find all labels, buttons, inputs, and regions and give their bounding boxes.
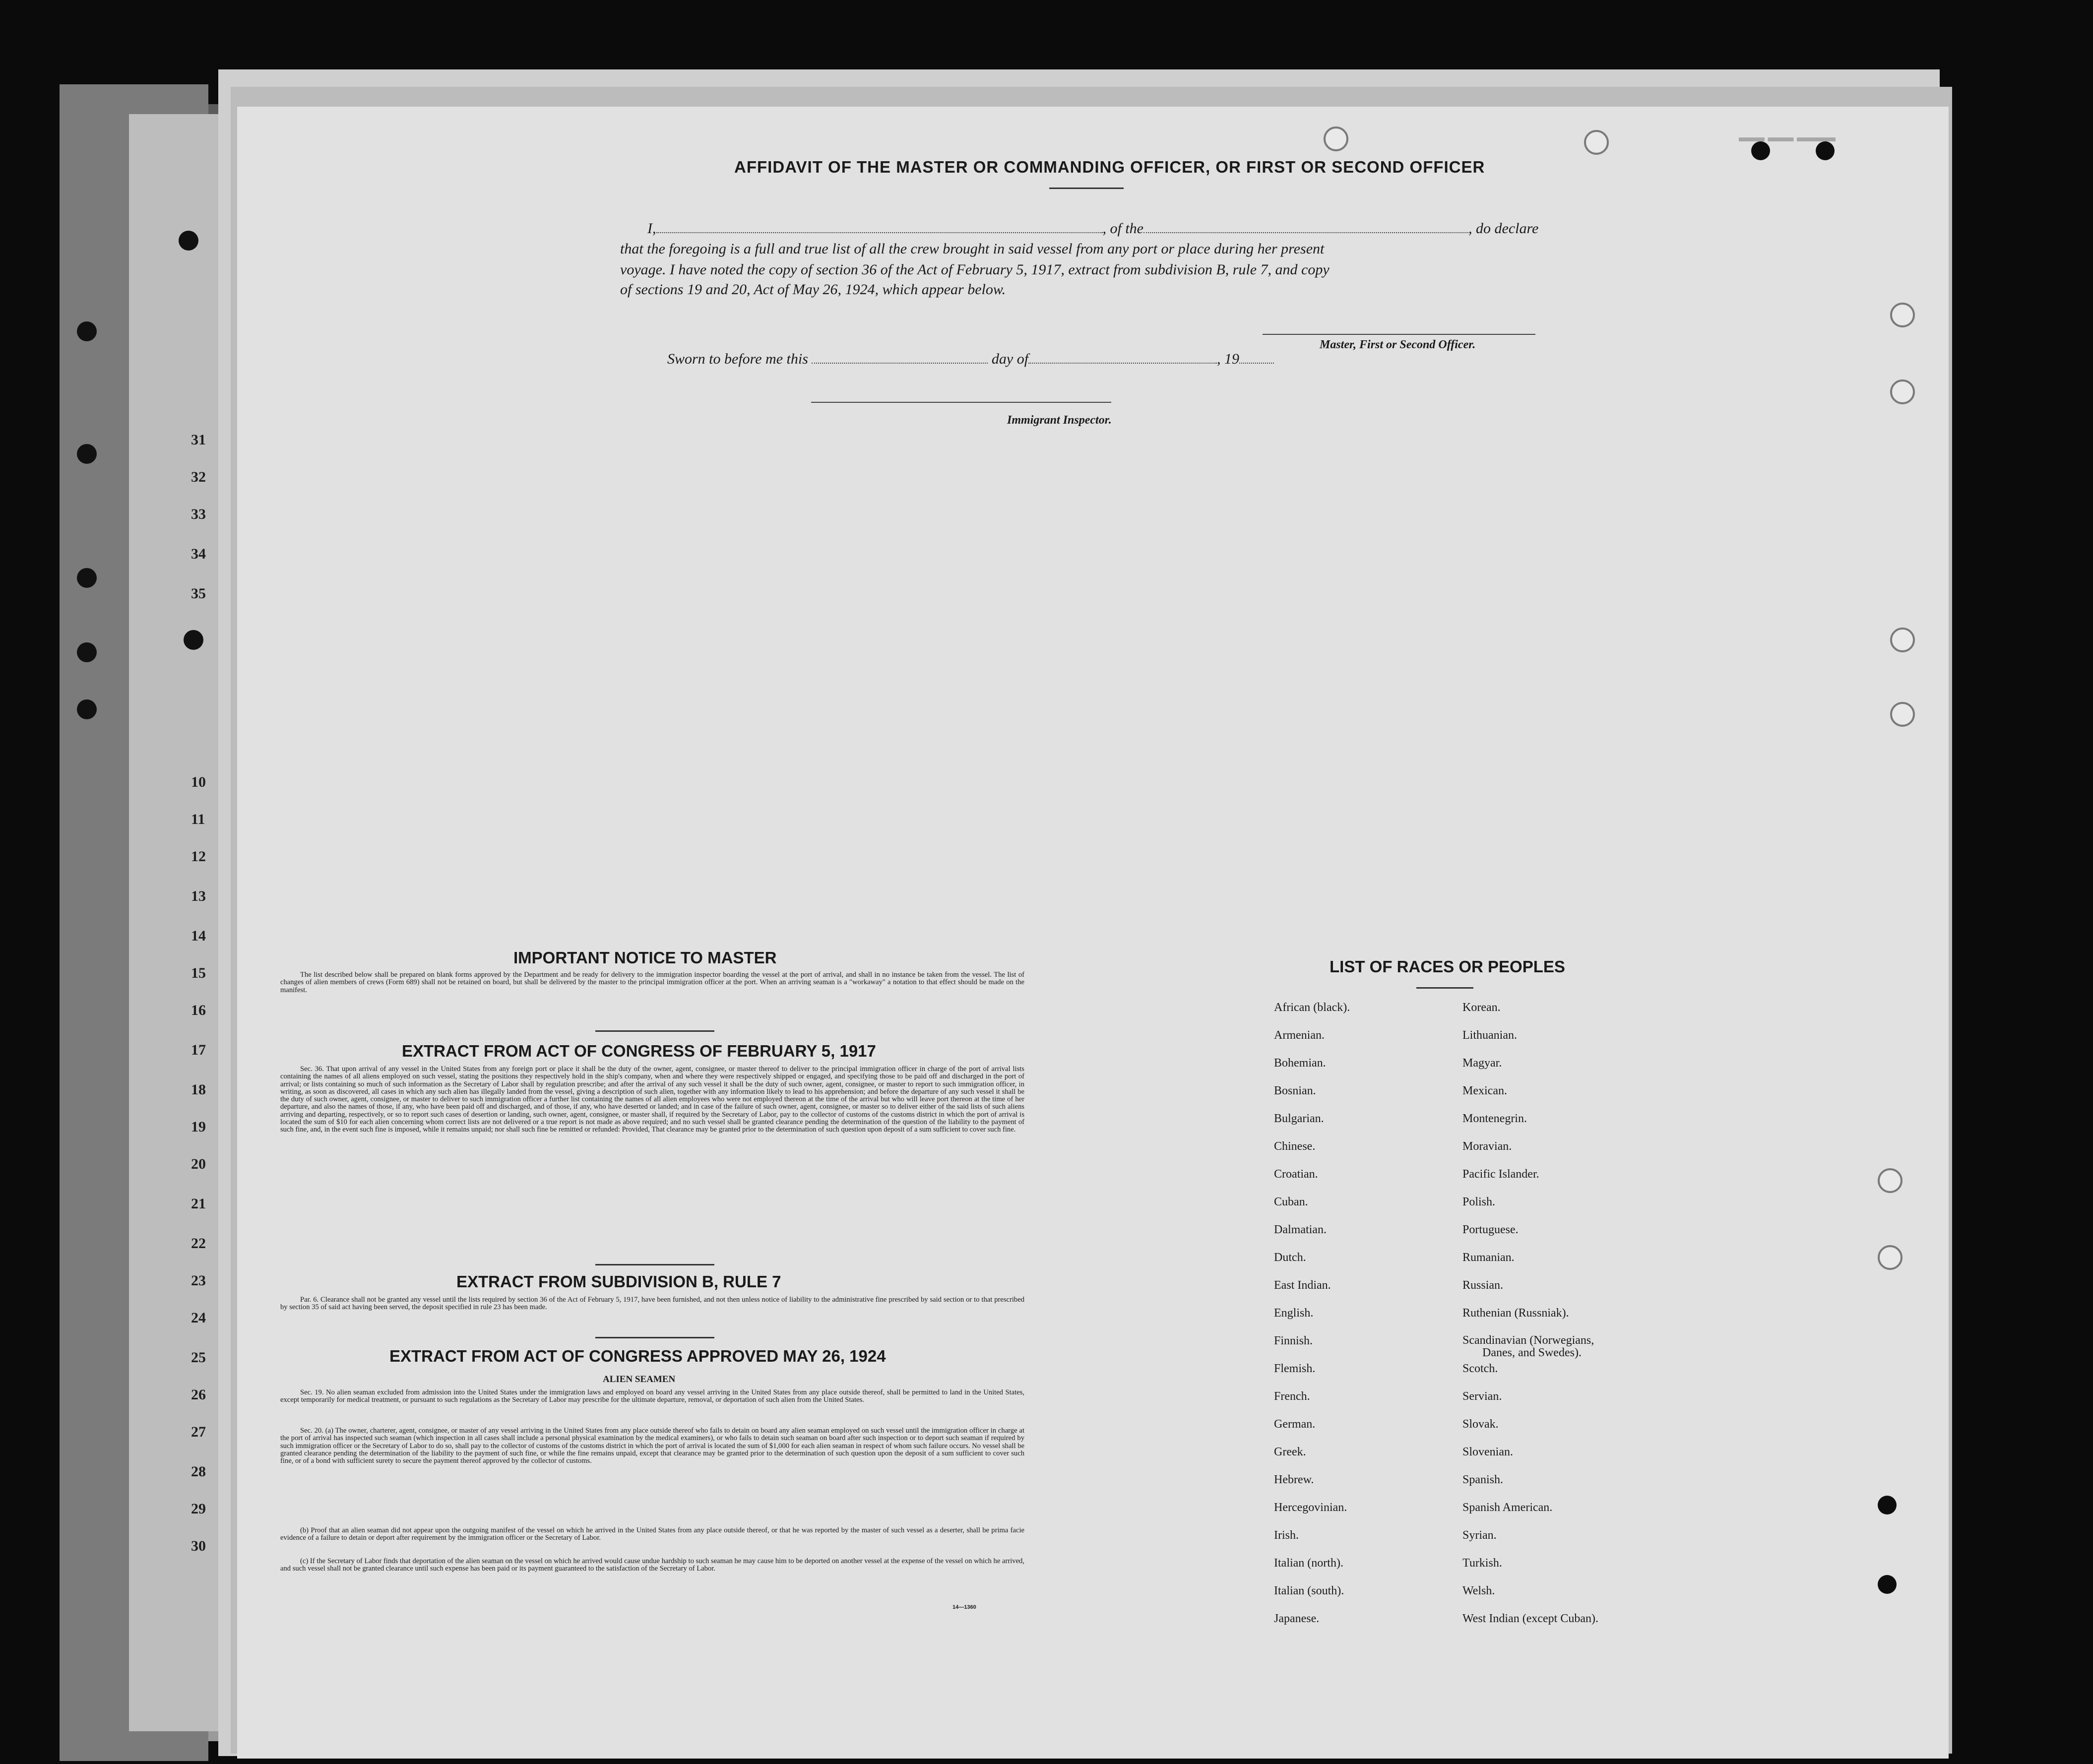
extract-1924-title: EXTRACT FROM ACT OF CONGRESS APPROVED MAY 26, 1924 bbox=[389, 1347, 886, 1365]
affidavit-line-1 bbox=[647, 218, 1538, 237]
race-item: Dalmatian. bbox=[1274, 1223, 1327, 1236]
ledger-row-number: 26 bbox=[191, 1386, 206, 1403]
sec-19-text: Sec. 19. No alien seaman excluded from admission into the United States under the immigration laws and employed on board any vessel arriving in the United States from any place outside thereof, shall be permitted to land in the United States, except temporarily for medical treatment, or pursuant to such regulations as the Secretary of Labor may prescribe for the ultimate departure, removal, or deportation of such alien from the United States. bbox=[280, 1388, 1024, 1404]
ledger-row-number: 29 bbox=[191, 1501, 206, 1517]
punch-hole bbox=[1878, 1168, 1903, 1193]
race-item: Montenegrin. bbox=[1462, 1112, 1527, 1125]
race-item: Spanish. bbox=[1462, 1473, 1504, 1486]
notice-title: IMPORTANT NOTICE TO MASTER bbox=[513, 948, 777, 967]
extract-1917-title: EXTRACT FROM ACT OF CONGRESS OF FEBRUARY 5, 1917 bbox=[402, 1042, 876, 1060]
day-of-text: day of bbox=[991, 351, 1029, 367]
affidavit-line-2: that the foregoing is a full and true list of all the crew brought in said vessel from any port or place during her present bbox=[620, 241, 1325, 257]
extract-1917-text: Sec. 36. That upon arrival of any vessel in the United States from any foreign port or place it shall be the duty of the owner, agent, consignee, or master thereof to deliver to the principal immigration officer in charge of the port of arrival lists containing the names of all aliens employed on such vessel, stating the positions they respectively hold in the ship's company, when and where they were respectively shipped or engaged, and specifying those to be paid off and discharged in the port of arrival; or lists containing so much of such information as the Secretary of Labor shall by regulation prescribe; and after the arrival of any such vessel it shall be the duty of such owner, agent, consignee, or master to report to such immigration officer, in writing, as soon as discovered, all cases in which any such alien has illegally landed from the vessel, giving a description of such alien, together with any information likely to lead to his apprehension; and before the departure of any such vessel it shall be the duty of such owner, agent, consignee, or master to deliver to such immigration officer a further list containing the names of all alien employees who were not employed thereon at the time of the arrival but who will leave port thereon at the time of her departure, and also the names of those, if any, who have been paid off and discharged, and of those, if any, who have deserted or landed; and in case of the failure of such owner, agent, consignee, or master so to deliver either of the said lists of such aliens arriving and departing, respectively, or so to report such cases of desertion or landing, such owner, agent, consignee, or master shall, if required by the Secretary of Labor, pay to the collector of customs of the customs district in which the port of arrival is located the sum of $10 for each alien concerning whom correct lists are not delivered or a true report is not made as above required; and no such vessel shall be granted clearance pending the determination of the question of the liability to the payment of such fine, and, in the event such fine is imposed, while it remains unpaid; nor shall such fine be remitted or refunded: Provided, That clearance may be granted prior to the determination of such question upon deposit of a sum sufficient to cover such fine. bbox=[280, 1065, 1024, 1134]
race-item: Bohemian. bbox=[1274, 1057, 1326, 1070]
ledger-row-number: 25 bbox=[191, 1349, 206, 1366]
punch-hole bbox=[1890, 628, 1915, 652]
race-item: Russian. bbox=[1462, 1279, 1504, 1292]
race-item: Greek. bbox=[1274, 1446, 1306, 1458]
race-item: Hebrew. bbox=[1274, 1473, 1314, 1486]
divider bbox=[1416, 987, 1473, 989]
race-item: Syrian. bbox=[1462, 1529, 1497, 1542]
races-column-1 bbox=[1274, 1001, 1350, 1640]
affidavit-i: I, bbox=[647, 220, 656, 237]
ledger-row-number: 10 bbox=[191, 774, 206, 790]
extract-rule7-text: Par. 6. Clearance shall not be granted any vessel until the lists required by section 36 of the Act of February 5, 1917, have been furnished, and not then unless notice of liability to the administrative fine prescribed by said section or to that prescribed by section 35 of said act having been served, the deposit specified in rule 23 has been made. bbox=[280, 1296, 1024, 1312]
race-item: Portuguese. bbox=[1462, 1223, 1519, 1236]
race-item: Scotch. bbox=[1462, 1362, 1498, 1375]
races-column-2 bbox=[1462, 1001, 1598, 1640]
ledger-row-number: 20 bbox=[191, 1156, 206, 1172]
race-item: Rumanian. bbox=[1462, 1251, 1515, 1264]
ledger-row-number: 27 bbox=[191, 1424, 206, 1440]
race-item: Moravian. bbox=[1462, 1140, 1512, 1153]
ledger-row-number: 18 bbox=[191, 1081, 206, 1098]
race-item: French. bbox=[1274, 1390, 1310, 1403]
race-item: Dutch. bbox=[1274, 1251, 1306, 1264]
bleed-through-text: ▬▬ ▬▬ ▬▬▬ bbox=[1739, 130, 1836, 144]
ledger-row-number: 12 bbox=[191, 848, 206, 865]
punch-hole bbox=[77, 699, 97, 719]
punch-hole bbox=[1890, 303, 1915, 327]
race-item: Welsh. bbox=[1462, 1584, 1495, 1597]
race-item: East Indian. bbox=[1274, 1279, 1331, 1292]
ledger-row-number: 16 bbox=[191, 1002, 206, 1018]
race-item: West Indian (except Cuban). bbox=[1462, 1612, 1598, 1625]
affidavit-title: AFFIDAVIT OF THE MASTER OR COMMANDING OFFICER, OR FIRST OR SECOND OFFICER bbox=[734, 158, 1485, 176]
inspector-caption: Immigrant Inspector. bbox=[1007, 414, 1112, 427]
master-caption: Master, First or Second Officer. bbox=[1320, 338, 1476, 351]
race-item: Japanese. bbox=[1274, 1612, 1320, 1625]
affidavit-line-3: voyage. I have noted the copy of section 36 of the Act of February 5, 1917, extract from subdivision B, rule 7, and copy bbox=[620, 261, 1330, 278]
divider bbox=[595, 1030, 714, 1032]
race-item: Cuban. bbox=[1274, 1196, 1308, 1208]
race-item: German. bbox=[1274, 1418, 1316, 1431]
race-item: African (black). bbox=[1274, 1001, 1350, 1014]
punch-hole bbox=[179, 231, 198, 251]
race-item: Italian (north). bbox=[1274, 1557, 1343, 1570]
race-item: Pacific Islander. bbox=[1462, 1168, 1539, 1181]
race-item: Finnish. bbox=[1274, 1334, 1313, 1347]
race-item: Ruthenian (Russniak). bbox=[1462, 1307, 1569, 1320]
race-item: Hercegovinian. bbox=[1274, 1501, 1347, 1514]
punch-hole bbox=[1890, 379, 1915, 404]
race-item: Croatian. bbox=[1274, 1168, 1318, 1181]
divider bbox=[595, 1264, 714, 1265]
form-number: 14—1360 bbox=[952, 1604, 976, 1610]
punch-hole bbox=[1878, 1245, 1903, 1270]
extract-rule7-title: EXTRACT FROM SUBDIVISION B, RULE 7 bbox=[456, 1272, 781, 1291]
alien-seamen-subtitle: ALIEN SEAMEN bbox=[603, 1374, 676, 1385]
race-item: Lithuanian. bbox=[1462, 1029, 1517, 1042]
ledger-row-number: 35 bbox=[191, 585, 206, 602]
race-item: Bulgarian. bbox=[1274, 1112, 1324, 1125]
race-item: Servian. bbox=[1462, 1390, 1502, 1403]
race-item: Turkish. bbox=[1462, 1557, 1502, 1570]
ledger-row-number: 17 bbox=[191, 1042, 206, 1058]
punch-hole bbox=[1324, 126, 1348, 151]
punch-hole bbox=[184, 630, 203, 650]
affidavit-do-declare: , do declare bbox=[1468, 220, 1539, 237]
race-item: Slovak. bbox=[1462, 1418, 1499, 1431]
punch-hole bbox=[77, 321, 97, 341]
punch-hole bbox=[77, 444, 97, 464]
race-item: Chinese. bbox=[1274, 1140, 1316, 1153]
ledger-row-number: 33 bbox=[191, 506, 206, 522]
vessel-name-blank[interactable] bbox=[1143, 218, 1468, 233]
punch-hole bbox=[1584, 130, 1609, 155]
ledger-row-number: 11 bbox=[191, 811, 205, 827]
race-item: Mexican. bbox=[1462, 1084, 1507, 1097]
race-item-continuation: Danes, and Swedes). bbox=[1482, 1346, 1582, 1359]
races-title: LIST OF RACES OR PEOPLES bbox=[1330, 957, 1565, 976]
ledger-row-number: 15 bbox=[191, 965, 206, 981]
race-item: Korean. bbox=[1462, 1001, 1501, 1014]
master-name-blank[interactable] bbox=[656, 218, 1103, 233]
race-item: Slovenian. bbox=[1462, 1446, 1513, 1458]
race-item bbox=[1462, 1334, 1598, 1362]
sworn-text: Sworn to before me this bbox=[667, 351, 808, 367]
sworn-day-blank[interactable] bbox=[812, 349, 988, 364]
ledger-row-number: 30 bbox=[191, 1538, 206, 1554]
race-item: Flemish. bbox=[1274, 1362, 1316, 1375]
race-item: Spanish American. bbox=[1462, 1501, 1553, 1514]
ledger-row-number: 22 bbox=[191, 1235, 206, 1252]
punch-hole bbox=[1878, 1496, 1897, 1514]
race-item: Italian (south). bbox=[1274, 1584, 1344, 1597]
race-item: English. bbox=[1274, 1307, 1314, 1320]
ledger-row-number: 13 bbox=[191, 888, 206, 904]
ledger-row-number: 31 bbox=[191, 432, 206, 448]
notice-text: The list described below shall be prepared on blank forms approved by the Department and be ready for delivery to the immigration inspector boarding the vessel at the port of arrival, and shall in no instance be taken from the vessel. The list of changes of alien members of crews (Form 689) shall not be retained on board, but shall be delivered by the master to the principal immigration officer at the port. When an arriving seaman is a "workaway" a notation to that effect should be made on the manifest. bbox=[280, 971, 1024, 994]
sworn-year-blank[interactable] bbox=[1239, 349, 1274, 364]
punch-hole bbox=[1890, 702, 1915, 727]
master-signature-line[interactable] bbox=[1263, 334, 1535, 335]
sworn-line bbox=[667, 349, 1274, 368]
sworn-month-blank[interactable] bbox=[1028, 349, 1217, 364]
ledger-row-number: 23 bbox=[191, 1272, 206, 1289]
year-prefix: , 19 bbox=[1217, 351, 1240, 367]
race-item: Polish. bbox=[1462, 1196, 1496, 1208]
race-item: Bosnian. bbox=[1274, 1084, 1316, 1097]
punch-hole bbox=[1878, 1575, 1897, 1594]
inspector-signature-line[interactable] bbox=[811, 402, 1111, 403]
sec-20c-text: (c) If the Secretary of Labor finds that deportation of the alien seaman on the vessel on which he arrived would cause undue hardship to such seaman he may cause him to be deported on another vessel at the expense of the vessel on which he arrived, and such vessel shall not be granted clearance until such expense has been paid or its payment guaranteed to the satisfaction of the Secretary of Labor. bbox=[280, 1557, 1024, 1573]
ledger-row-number: 34 bbox=[191, 546, 206, 562]
ledger-row-number: 28 bbox=[191, 1463, 206, 1480]
affidavit-of-the: , of the bbox=[1102, 220, 1143, 237]
ledger-row-number: 32 bbox=[191, 469, 206, 485]
sec-20b-text: (b) Proof that an alien seaman did not appear upon the outgoing manifest of the vessel on which he arrived in the United States from any place outside thereof, or that he was reported by the master of such vessel as a deserter, shall be prima facie evidence of a failure to detain or deport after requirement by the immigration officer or the Secretary of Labor. bbox=[280, 1526, 1024, 1542]
race-item-text: Scandinavian (Norwegians, bbox=[1462, 1334, 1594, 1347]
divider bbox=[595, 1337, 714, 1338]
ledger-row-number: 19 bbox=[191, 1119, 206, 1135]
affidavit-line-4: of sections 19 and 20, Act of May 26, 1924, which appear below. bbox=[620, 281, 1006, 298]
punch-hole bbox=[77, 568, 97, 588]
race-item: Magyar. bbox=[1462, 1057, 1502, 1070]
sec-20a-text: Sec. 20. (a) The owner, charterer, agent, consignee, or master of any vessel arriving in the United States from any place outside thereof who fails to detain on board any alien seaman employed on such vessel until the immigration officer in charge at the port of arrival has inspected such seaman (which inspection in all cases shall include a personal physical examination by the medical examiners), or who fails to detain such seaman on board after such inspection or to deport such seaman if required by such immigration officer or the Secretary of Labor to do so, shall pay to the collector of customs of the customs district in which the port of arrival is located the sum of $1,000 for each alien seaman in respect of whom such failure occurs. No vessel shall be granted clearance pending the determination of the liability to the payment of such fine, or while the fine remains unpaid, except that clearance may be granted prior to the determination of such question upon the deposit of a sum sufficient to cover such fine, or of a bond with sufficient surety to secure the payment thereof approved by the collector of customs. bbox=[280, 1427, 1024, 1465]
ledger-row-number: 14 bbox=[191, 928, 206, 944]
divider bbox=[1049, 188, 1124, 189]
ledger-row-number: 24 bbox=[191, 1310, 206, 1326]
race-item: Irish. bbox=[1274, 1529, 1299, 1542]
race-item: Armenian. bbox=[1274, 1029, 1325, 1042]
punch-hole bbox=[77, 642, 97, 662]
ledger-row-number: 21 bbox=[191, 1196, 206, 1212]
